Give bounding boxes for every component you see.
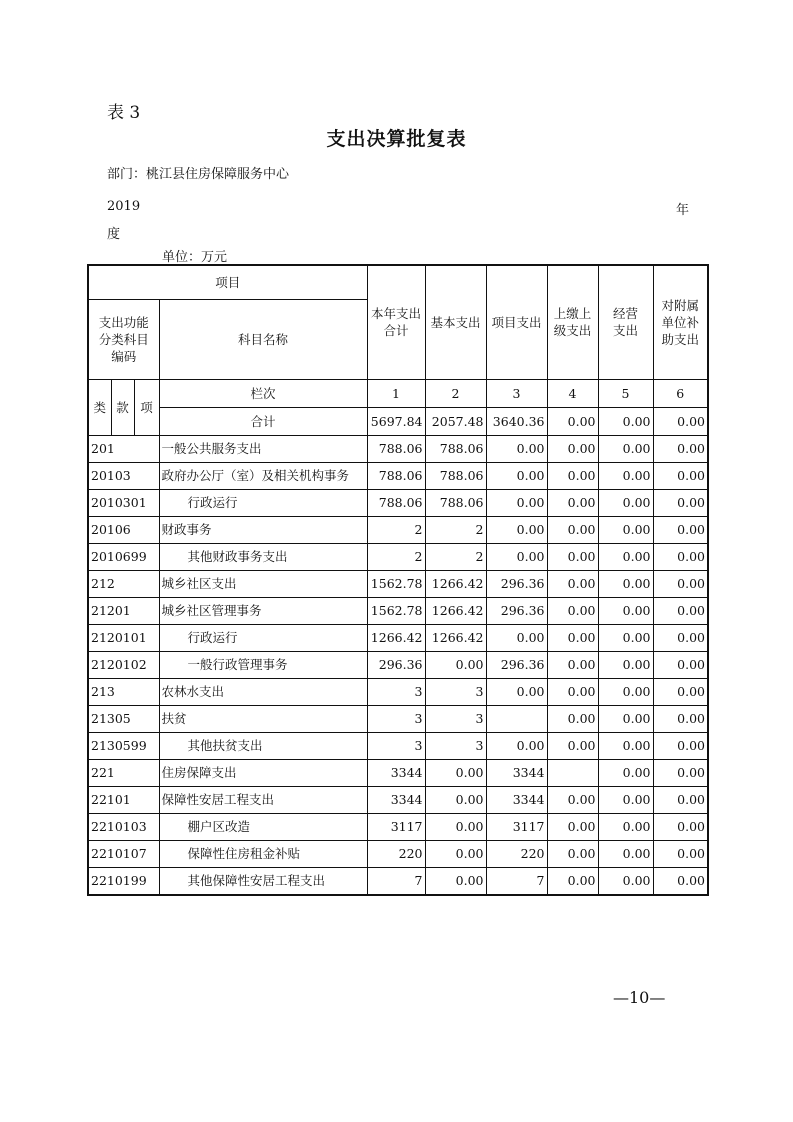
value-col-1: 7 [367,867,425,895]
value-col-3: 3117 [486,813,547,840]
value-col-4: 0.00 [547,489,598,516]
lanci-3: 3 [486,379,547,407]
value-col-3: 0.00 [486,516,547,543]
subject-name: 住房保障支出 [159,759,367,786]
value-col-5: 0.00 [598,597,653,624]
value-col-1: 788.06 [367,462,425,489]
value-col-2: 3 [425,678,486,705]
total-3: 3640.36 [486,407,547,435]
table-label: 表 3 [107,103,141,123]
value-col-3 [486,705,547,732]
subject-code: 213 [88,678,159,705]
table-row [88,516,708,543]
value-col-6: 0.00 [653,759,708,786]
table-row [88,624,708,651]
value-col-6: 0.00 [653,678,708,705]
table-row [88,462,708,489]
value-col-4: 0.00 [547,597,598,624]
value-col-3: 0.00 [486,732,547,759]
table-row [88,840,708,867]
header-lei: 类 [88,379,111,435]
value-col-6: 0.00 [653,786,708,813]
value-col-6: 0.00 [653,867,708,895]
subject-code: 2120101 [88,624,159,651]
table-row [88,570,708,597]
value-col-3: 0.00 [486,624,547,651]
value-col-5: 0.00 [598,570,653,597]
subject-code: 2210103 [88,813,159,840]
lanci-4: 4 [547,379,598,407]
subject-code: 2120102 [88,651,159,678]
table-row [88,543,708,570]
value-col-5: 0.00 [598,435,653,462]
lanci-5: 5 [598,379,653,407]
value-col-2: 788.06 [425,435,486,462]
value-col-5: 0.00 [598,732,653,759]
subject-code: 2130599 [88,732,159,759]
value-col-2: 0.00 [425,867,486,895]
value-col-1: 296.36 [367,651,425,678]
value-col-5: 0.00 [598,462,653,489]
value-col-4: 0.00 [547,651,598,678]
lanci-6: 6 [653,379,708,407]
value-col-5: 0.00 [598,705,653,732]
header-col-6: 对附属单位补助支出 [653,265,708,379]
value-col-1: 3 [367,705,425,732]
value-col-5: 0.00 [598,813,653,840]
value-col-2: 788.06 [425,489,486,516]
value-col-3: 0.00 [486,678,547,705]
total-6: 0.00 [653,407,708,435]
lanci-1: 1 [367,379,425,407]
value-col-5: 0.00 [598,840,653,867]
page-title: 支出决算批复表 [326,128,467,150]
value-col-6: 0.00 [653,435,708,462]
value-col-6: 0.00 [653,732,708,759]
expenditure-table [87,264,709,896]
department: 部门：桃江县住房保障服务中心 [107,167,290,182]
subject-name: 财政事务 [159,516,367,543]
value-col-5: 0.00 [598,678,653,705]
value-col-6: 0.00 [653,516,708,543]
value-col-4: 0.00 [547,543,598,570]
subject-name: 城乡社区支出 [159,570,367,597]
table-row [88,678,708,705]
subject-code: 2210107 [88,840,159,867]
value-col-3: 296.36 [486,651,547,678]
value-col-2: 3 [425,705,486,732]
subject-name: 其他扶贫支出 [159,732,367,759]
value-col-1: 2 [367,543,425,570]
value-col-5: 0.00 [598,543,653,570]
value-col-6: 0.00 [653,489,708,516]
subject-name: 政府办公厅（室）及相关机构事务 [159,462,367,489]
value-col-2: 0.00 [425,759,486,786]
header-xiang: 项 [134,379,159,435]
value-col-4: 0.00 [547,786,598,813]
value-col-3: 296.36 [486,570,547,597]
header-item: 项目 [88,265,367,299]
table-row [88,651,708,678]
value-col-4: 0.00 [547,678,598,705]
header-col-3: 项目支出 [486,265,547,379]
value-col-2: 0.00 [425,786,486,813]
header-func-code: 支出功能分类科目编码 [88,299,159,379]
value-col-5: 0.00 [598,489,653,516]
value-col-6: 0.00 [653,705,708,732]
value-col-1: 3117 [367,813,425,840]
year: 2019 [107,199,141,214]
subject-code: 22101 [88,786,159,813]
value-col-5: 0.00 [598,651,653,678]
value-col-6: 0.00 [653,597,708,624]
subject-name: 一般公共服务支出 [159,435,367,462]
value-col-4: 0.00 [547,705,598,732]
value-col-6: 0.00 [653,651,708,678]
subject-name: 行政运行 [159,489,367,516]
subject-name: 其他保障性安居工程支出 [159,867,367,895]
value-col-3: 0.00 [486,462,547,489]
subject-code: 21201 [88,597,159,624]
value-col-2: 2 [425,516,486,543]
value-col-4: 0.00 [547,462,598,489]
value-col-4: 0.00 [547,435,598,462]
value-col-2: 1266.42 [425,570,486,597]
header-col-2: 基本支出 [425,265,486,379]
subject-name: 城乡社区管理事务 [159,597,367,624]
header-col-5: 经营支出 [598,265,653,379]
value-col-1: 3344 [367,786,425,813]
lanci-2: 2 [425,379,486,407]
page-number: —10— [613,988,666,1007]
header-kuan: 款 [111,379,134,435]
value-col-4: 0.00 [547,570,598,597]
value-col-2: 1266.42 [425,624,486,651]
subject-name: 行政运行 [159,624,367,651]
value-col-3: 7 [486,867,547,895]
value-col-3: 296.36 [486,597,547,624]
year-char: 年 [676,203,690,218]
table-row [88,705,708,732]
value-col-6: 0.00 [653,813,708,840]
subject-name: 保障性安居工程支出 [159,786,367,813]
value-col-1: 788.06 [367,435,425,462]
total-4: 0.00 [547,407,598,435]
value-col-2: 0.00 [425,840,486,867]
subject-code: 2010699 [88,543,159,570]
header-subject-name: 科目名称 [159,299,367,379]
value-col-2: 788.06 [425,462,486,489]
value-col-6: 0.00 [653,543,708,570]
value-col-5: 0.00 [598,624,653,651]
value-col-1: 1266.42 [367,624,425,651]
subject-name: 农林水支出 [159,678,367,705]
value-col-1: 1562.78 [367,570,425,597]
total-2: 2057.48 [425,407,486,435]
subject-name: 棚户区改造 [159,813,367,840]
table-row [88,597,708,624]
subject-code: 221 [88,759,159,786]
lanci-label: 栏次 [159,379,367,407]
value-col-4 [547,759,598,786]
value-col-3: 0.00 [486,543,547,570]
value-col-4: 0.00 [547,867,598,895]
subject-name: 扶贫 [159,705,367,732]
du-char: 度 [107,227,121,242]
subject-code: 212 [88,570,159,597]
subject-code: 201 [88,435,159,462]
value-col-6: 0.00 [653,840,708,867]
value-col-2: 3 [425,732,486,759]
value-col-1: 2 [367,516,425,543]
value-col-5: 0.00 [598,759,653,786]
unit-label: 单位：万元 [162,250,228,265]
subject-code: 20106 [88,516,159,543]
value-col-4: 0.00 [547,732,598,759]
table-row [88,732,708,759]
subject-code: 2210199 [88,867,159,895]
value-col-3: 0.00 [486,489,547,516]
value-col-1: 220 [367,840,425,867]
value-col-3: 0.00 [486,435,547,462]
total-1: 5697.84 [367,407,425,435]
total-5: 0.00 [598,407,653,435]
table-row [88,813,708,840]
value-col-5: 0.00 [598,516,653,543]
table-row [88,489,708,516]
value-col-2: 1266.42 [425,597,486,624]
value-col-6: 0.00 [653,624,708,651]
value-col-3: 220 [486,840,547,867]
subject-code: 21305 [88,705,159,732]
value-col-1: 788.06 [367,489,425,516]
value-col-4: 0.00 [547,624,598,651]
header-col-1: 本年支出合计 [367,265,425,379]
value-col-3: 3344 [486,759,547,786]
value-col-1: 3 [367,678,425,705]
value-col-6: 0.00 [653,462,708,489]
value-col-5: 0.00 [598,786,653,813]
value-col-2: 0.00 [425,651,486,678]
header-col-4: 上缴上级支出 [547,265,598,379]
subject-code: 20103 [88,462,159,489]
value-col-1: 1562.78 [367,597,425,624]
table-row [88,867,708,895]
value-col-4: 0.00 [547,840,598,867]
value-col-1: 3344 [367,759,425,786]
subject-name: 一般行政管理事务 [159,651,367,678]
value-col-4: 0.00 [547,813,598,840]
value-col-5: 0.00 [598,867,653,895]
subject-name: 保障性住房租金补贴 [159,840,367,867]
value-col-3: 3344 [486,786,547,813]
subject-name: 其他财政事务支出 [159,543,367,570]
table-row [88,435,708,462]
table-row [88,786,708,813]
value-col-2: 0.00 [425,813,486,840]
total-label: 合计 [159,407,367,435]
value-col-1: 3 [367,732,425,759]
value-col-2: 2 [425,543,486,570]
table-row [88,759,708,786]
subject-code: 2010301 [88,489,159,516]
value-col-4: 0.00 [547,516,598,543]
value-col-6: 0.00 [653,570,708,597]
